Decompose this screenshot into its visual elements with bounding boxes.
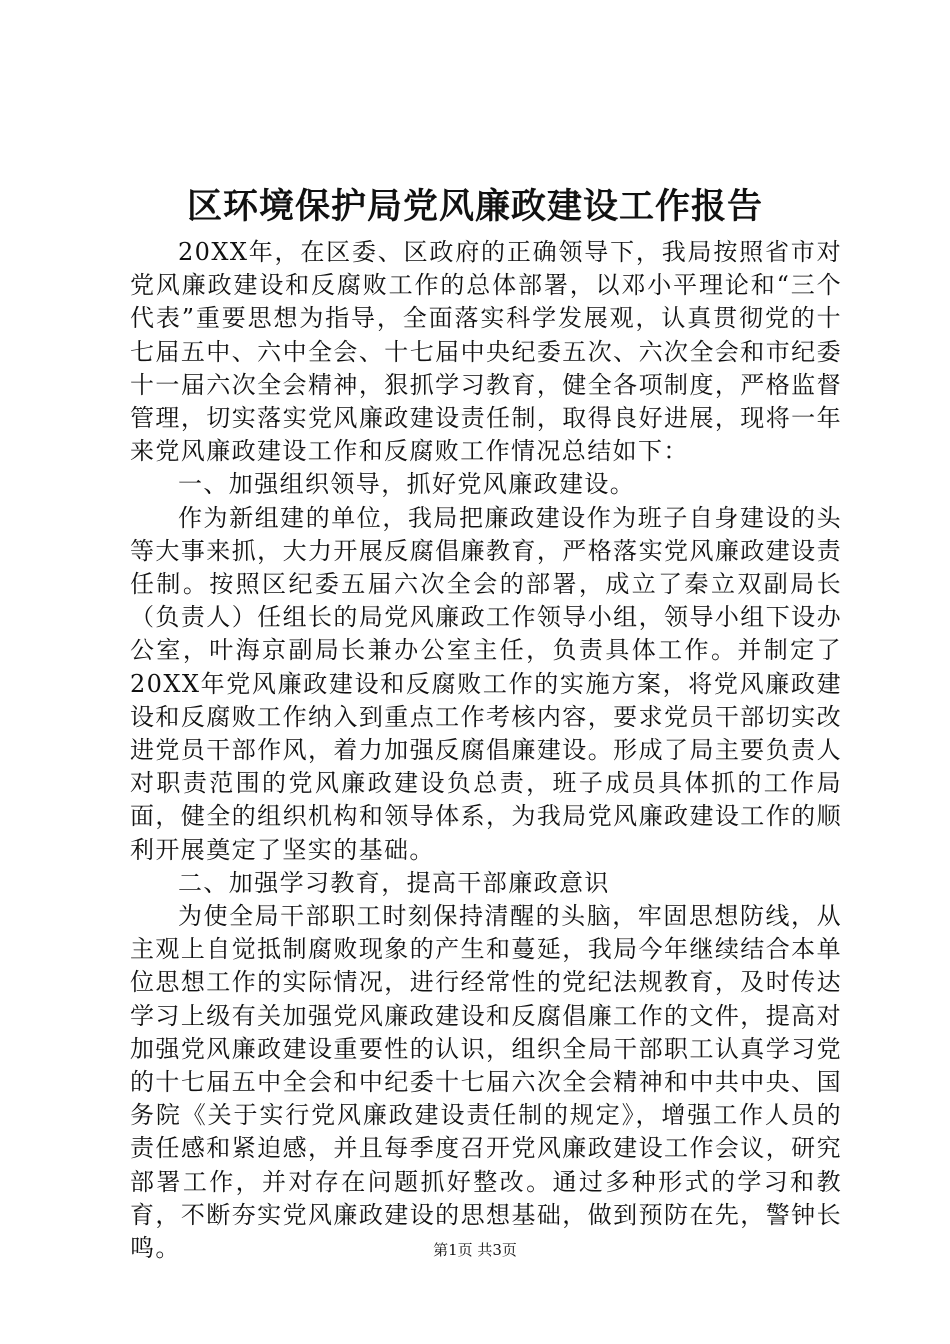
document-body — [130, 236, 842, 1265]
page-footer: 第1页 共3页 — [433, 1241, 517, 1259]
paragraph-intro: 20XX年，在区委、区政府的正确领导下，我局按照省市对党风廉政建设和反腐败工作的总体部署，以邓小平理论和“三个代表”重要思想为指导，全面落实科学发展观，认真贯彻党的十七届五中、六中全会、十七届中央纪委五次、六次全会和市纪委十一届六次全会精神，狠抓学习教育，健全各项制度，严格监督管理，切实落实党风廉政建设责任制，取得良好进展，现将一年来党风廉政建设工作和反腐败工作情况总结如下： — [130, 238, 842, 466]
section-heading-1: 一、加强组织领导，抓好党风廉政建设。 — [178, 470, 636, 499]
paragraph-section-1: 作为新组建的单位，我局把廉政建设作为班子自身建设的头等大事来抓，大力开展反腐倡廉教育，严格落实党风廉政建设责任制。按照区纪委五届六次全会的部署，成立了秦立双副局长（负责人）任组长的局党风廉政工作领导小组，领导小组下设办公室，叶海京副局长兼办公室主任，负责具体工作。并制定了20XX年党风廉政建设和反腐败工作的实施方案，将党风廉政建设和反腐败工作纳入到重点工作考核内容，要求党员干部切实改进党员干部作风，着力加强反腐倡廉建设。形成了局主要负责人对职责范围的党风廉政建设负总责，班子成员具体抓的工作局面，健全的组织机构和领导体系，为我局党风廉政建设工作的顺利开展奠定了坚实的基础。 — [130, 503, 842, 864]
section-heading-2: 二、加强学习教育，提高干部廉政意识 — [178, 868, 610, 897]
document-title: 区环境保护局党风廉政建设工作报告 — [186, 186, 763, 227]
paragraph-section-2: 为使全局干部职工时刻保持清醒的头脑，牢固思想防线，从主观上自觉抵制腐败现象的产生和蔓延，我局今年继续结合本单位思想工作的实际情况，进行经常性的党纪法规教育，及时传达学习上级有关加强党风廉政建设和反腐倡廉工作的文件，提高对加强党风廉政建设重要性的认识，组织全局干部职工认真学习党的十七届五中全会和中纪委十七届六次全会精神和中共中央、国务院《关于实行党风廉政建设责任制的规定》，增强工作人员的责任感和紧迫感，并且每季度召开党风廉政建设工作会议，研究部署工作，并对存在问题抓好整改。通过多种形式的学习和教育，不断夯实党风廉政建设的思想基础，做到预防在先，警钟长鸣。 — [130, 902, 842, 1263]
